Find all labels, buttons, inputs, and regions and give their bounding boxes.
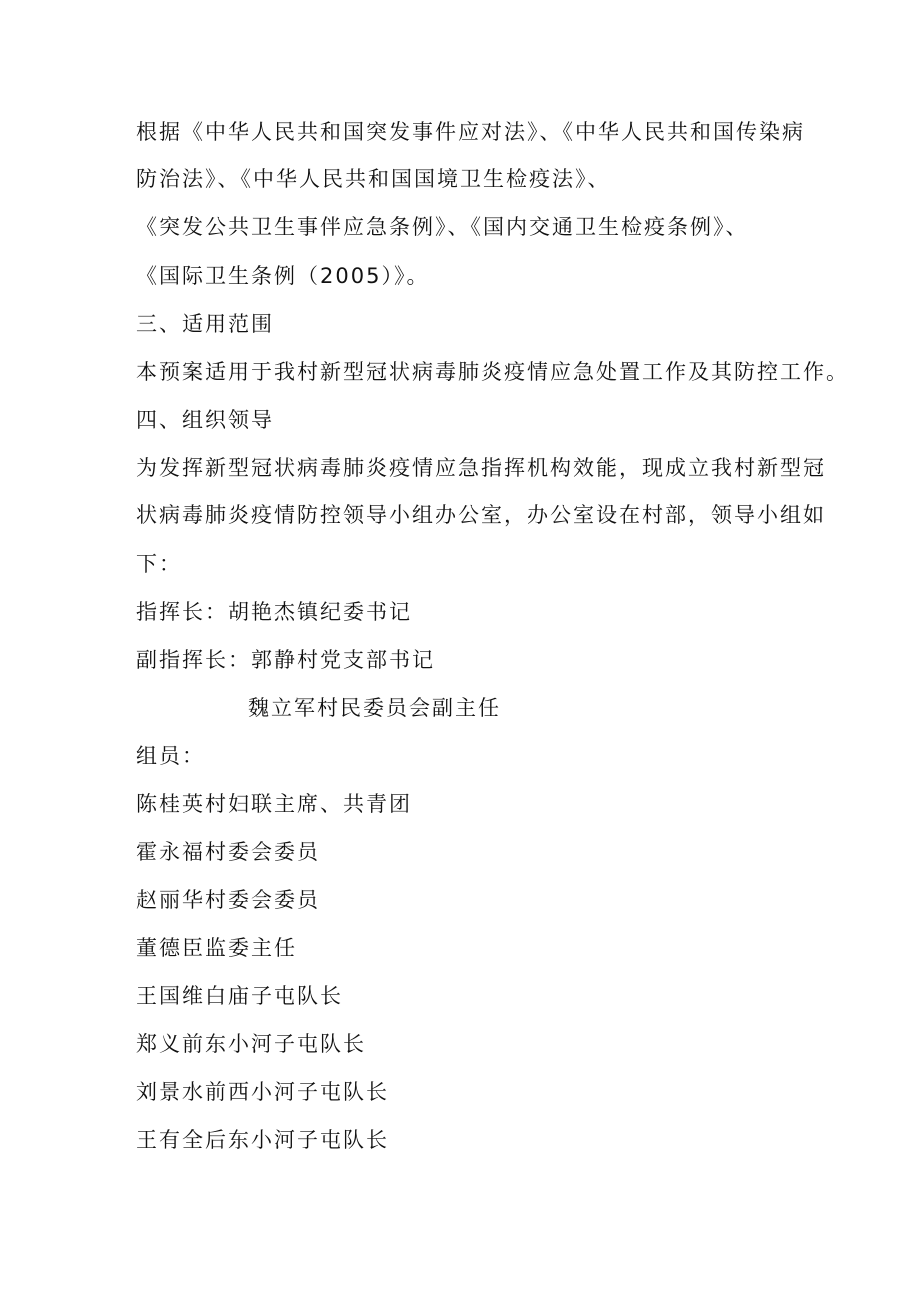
section-heading: 三、适用范围: [136, 312, 274, 336]
paragraph-line: 下：: [136, 552, 182, 576]
list-item: 赵丽华村委会委员: [136, 888, 320, 912]
paragraph-line: 根据《中华人民共和国突发事件应对法》、《中华人民共和国传染病: [136, 120, 805, 144]
paragraph-line: 防治法》、《中华人民共和国国境卫生检疫法》、: [136, 167, 611, 191]
paragraph-line: 为发挥新型冠状病毒肺炎疫情应急指挥机构效能，现成立我村新型冠: [136, 456, 826, 480]
list-item: 王国维白庙子屯队长: [136, 984, 343, 1008]
list-item: 指挥长：胡艳杰镇纪委书记: [136, 600, 412, 624]
paragraph-line: 《突发公共卫生事伴应急条例》、《国内交通卫生检疫条例》、: [136, 215, 749, 239]
list-item: 副指挥长：郭静村党支部书记: [136, 648, 435, 672]
list-item: 郑义前东小河子屯队长: [136, 1032, 366, 1056]
list-item: 霍永福村委会委员: [136, 840, 320, 864]
section-heading: 四、组织领导: [136, 408, 274, 432]
list-item: 刘景水前西小河子屯队长: [136, 1080, 389, 1104]
list-item: 王有全后东小河子屯队长: [136, 1128, 389, 1152]
paragraph-line: 《国际卫生条例（2005）》。: [136, 264, 430, 288]
list-item: 陈桂英村妇联主席、共青团: [136, 792, 412, 816]
list-item: 董德臣监委主任: [136, 936, 297, 960]
list-item: 魏立军村民委员会副主任: [248, 696, 501, 720]
paragraph-line: 本预案适用于我村新型冠状病毒肺炎疫情应急处置工作及其防控工作。: [136, 360, 849, 384]
list-item: 组员：: [136, 744, 205, 768]
paragraph-line: 状病毒肺炎疫情防控领导小组办公室，办公室设在村部，领导小组如: [136, 503, 826, 527]
